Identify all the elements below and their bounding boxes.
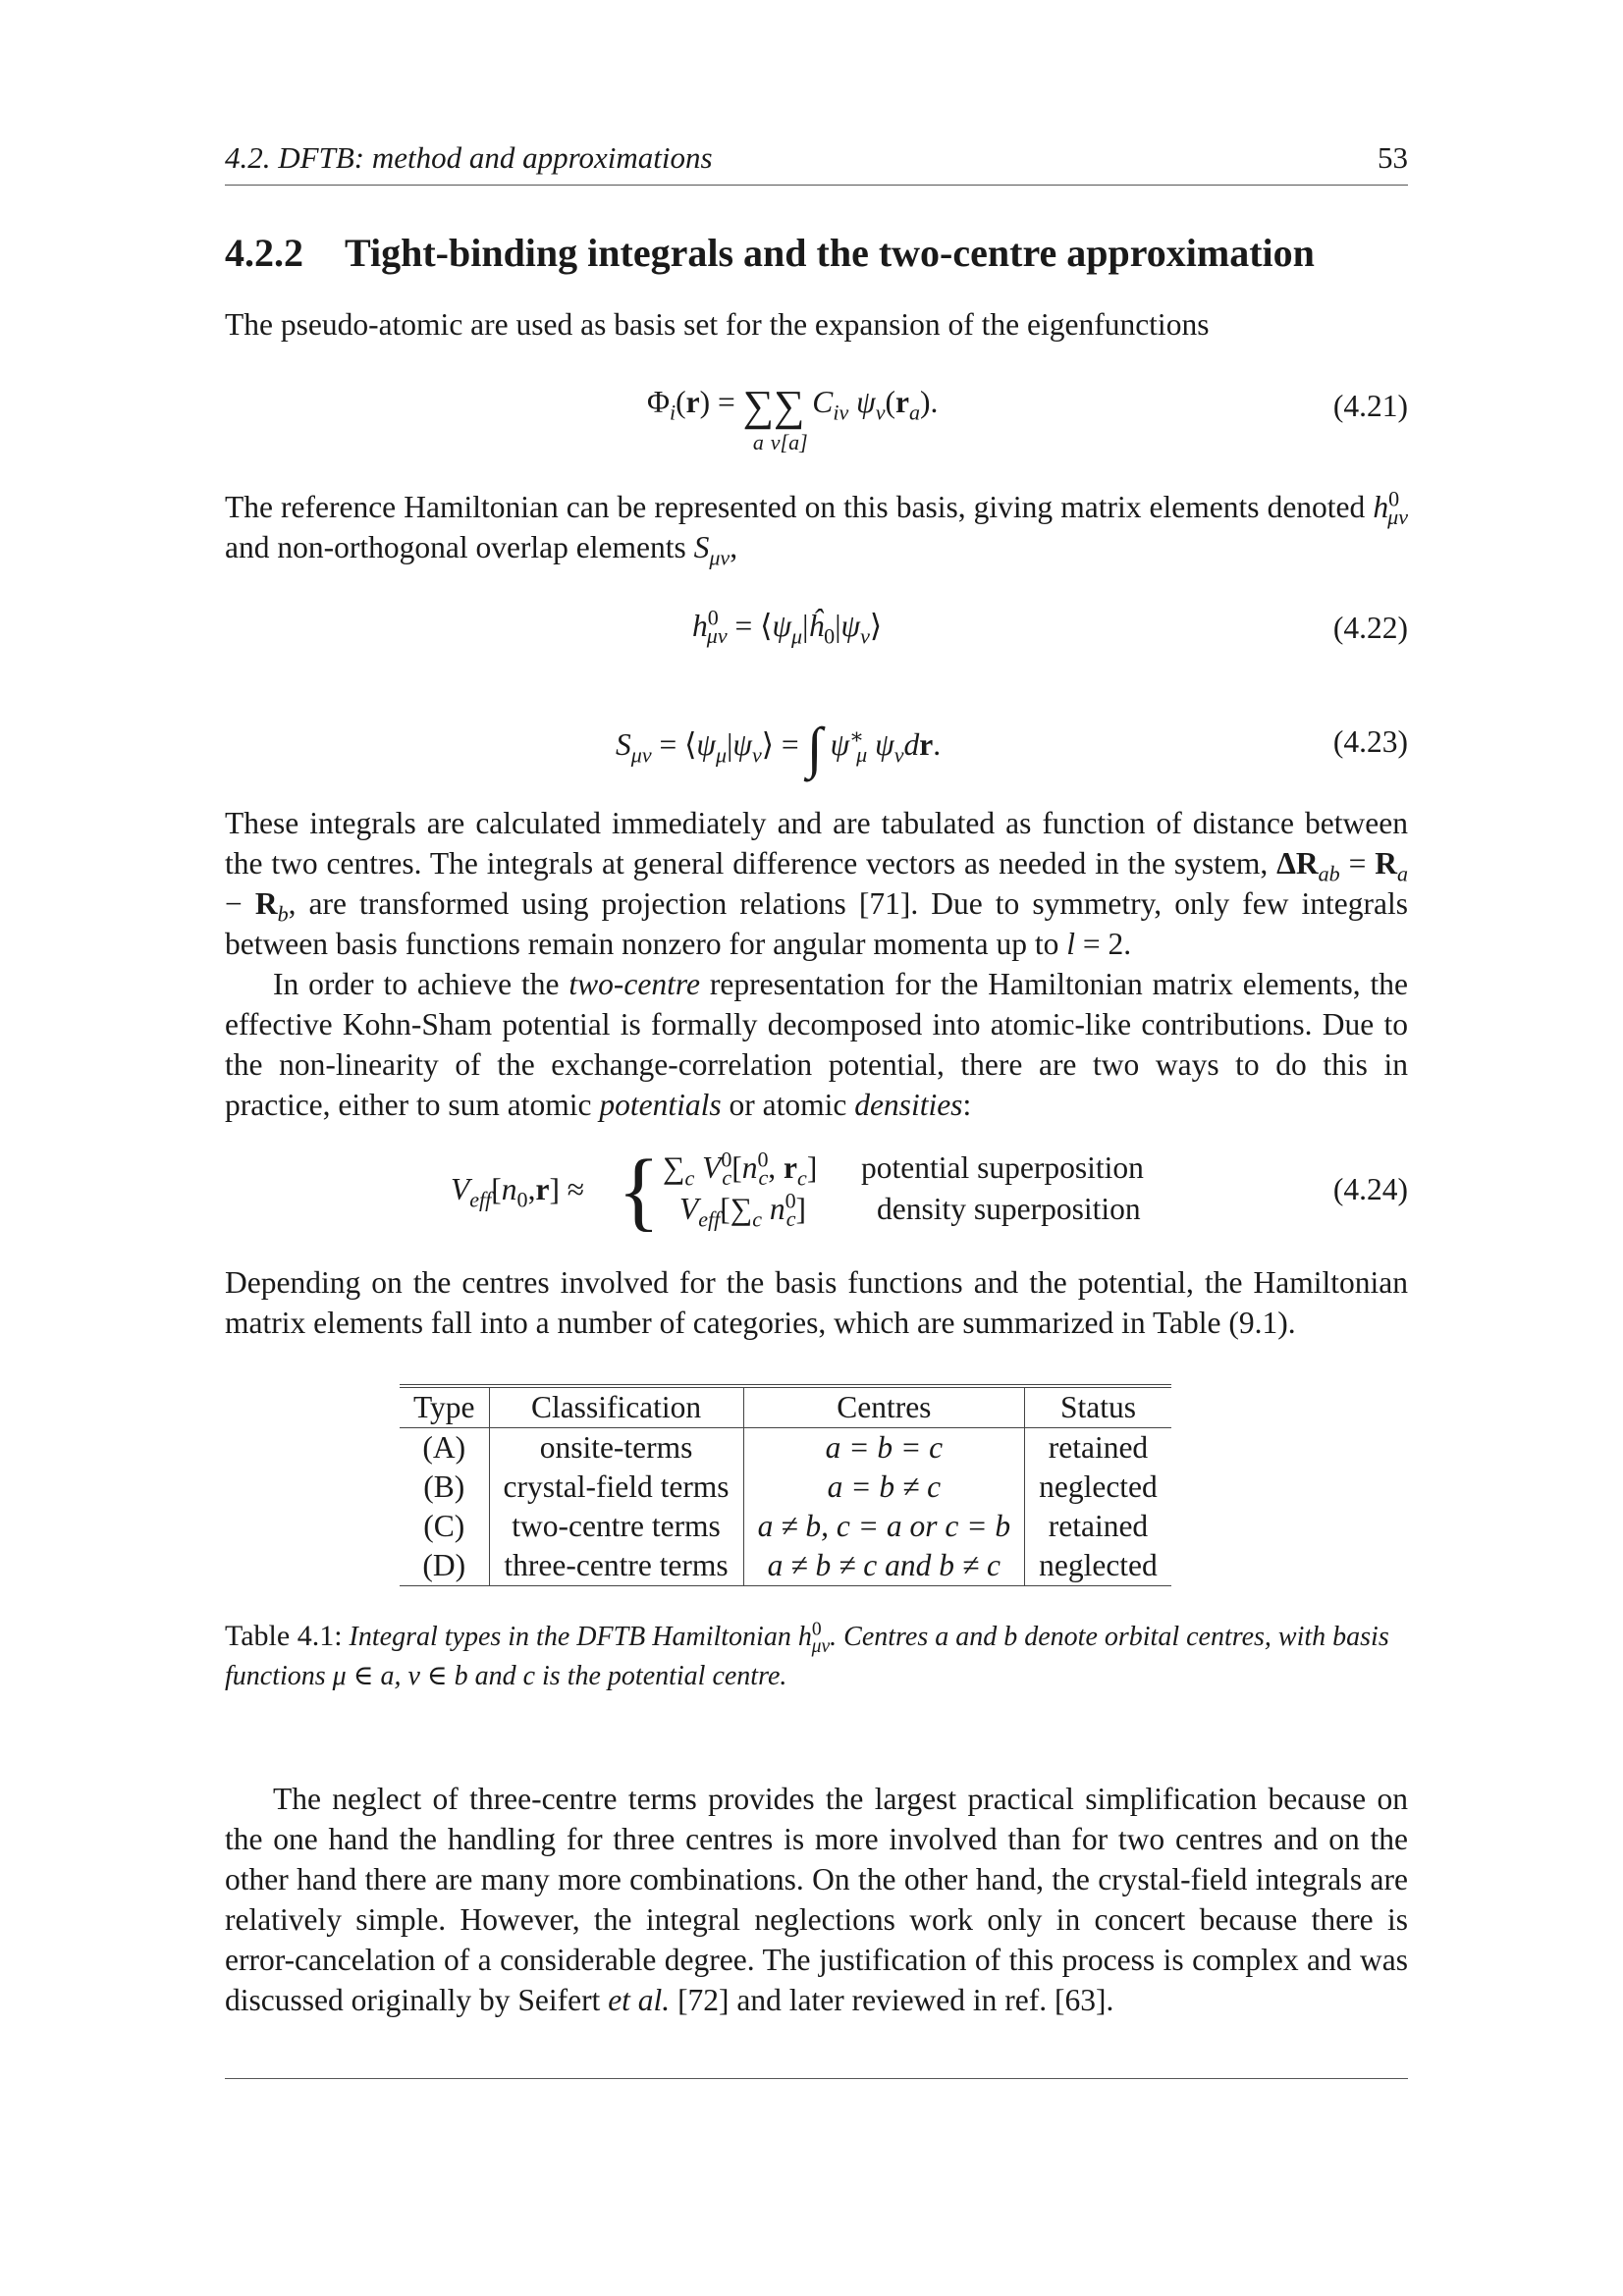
equation-4-21-number: (4.21) xyxy=(1332,389,1408,423)
table-row xyxy=(400,1507,1171,1546)
table-caption-text-b: . Centres a and b denote orbital centres, with basis functions μ ∈ a, ν ∈ b and c is the potential centre. xyxy=(225,1622,1389,1691)
paragraph-integrals-text-a: These integrals are calculated immediately and are tabulated as function of distance between the two centres. The integrals at general difference vectors as needed in the system, xyxy=(225,806,1408,881)
table-header-centres: Centres xyxy=(743,1386,1025,1428)
piecewise-case-1-formula: $\sum_c$ $V^0_c[n^0_c$, $r_c$] xyxy=(663,1147,818,1191)
integral-types-table xyxy=(400,1384,1171,1586)
table-cell-status: neglected xyxy=(1039,1469,1158,1504)
paragraph-integrals-text-b: , are transformed using projection relations [71]. Due to symmetry, only few integrals between basis functions remain nonzero for angular momenta up to xyxy=(225,886,1409,961)
table-row xyxy=(400,1428,1171,1468)
equation-4-23-number: (4.23) xyxy=(1332,724,1408,759)
table-caption: Table 4.1: Integral types in the DFTB Hamiltonian $h^0_{\mu\nu}$. Centres a and b denote orbital centres, with basis functions μ ∈ a, ν ∈ b and c is the potential centre. xyxy=(225,1619,1389,1691)
paragraph-integrals: These integrals are calculated immediately and are tabulated as function of distance between the two centres. The integrals at general difference vectors as needed in the system, $\Delta R_{ab} = R_a - R_b$, are transformed using projection relations [71]. Due to symmetry, only few integrals between basis functions remain nonzero for angular momenta up to l = 2. xyxy=(225,806,1409,961)
equation-4-23 xyxy=(225,715,1408,779)
equation-4-24 xyxy=(225,1143,1408,1240)
paragraph-neglect-text-b: [72] and later reviewed in ref. [63]. xyxy=(670,1983,1114,2017)
table-header-type: Type xyxy=(400,1386,489,1428)
table-cell-type: (B) xyxy=(400,1468,489,1507)
table-row xyxy=(400,1546,1171,1586)
table-cell-type: (D) xyxy=(400,1546,489,1586)
emphasis-et-al: et al. xyxy=(608,1983,671,2017)
section-heading xyxy=(225,230,1315,276)
equation-4-21 xyxy=(225,382,1408,463)
piecewise-case-1-label: potential superposition xyxy=(861,1150,1144,1185)
paragraph-two-centre xyxy=(225,964,1408,1125)
table-cell-classification: onsite-terms xyxy=(489,1428,743,1468)
table-cell-status: retained xyxy=(1048,1509,1149,1543)
table-header-classification: Classification xyxy=(489,1386,743,1428)
paragraph-neglect-text-a: The neglect of three-centre terms provides the largest practical simplification because on the one hand the handling for three centres is more involved than for two centres and on the other hand there are many more combinations. On the other hand, the crystal-field integrals are relatively simple. However, the integral neglections work only in concert because there is error-cancelation of a considerable degree. The justification of this process is complex and was discussed originally by Seifert xyxy=(225,1782,1408,2017)
table-cell-centres: a = b ≠ c xyxy=(743,1468,1025,1507)
emphasis-two-centre: two-centre xyxy=(568,967,700,1001)
chapter-title: 4.2. DFTB: method and approximations xyxy=(225,140,713,175)
footer-rule xyxy=(225,2078,1408,2079)
paragraph-intro: The pseudo-atomic are used as basis set for the expansion of the eigenfunctions xyxy=(225,307,1210,342)
table-caption-text-a: Integral types in the DFTB Hamiltonian xyxy=(349,1622,798,1652)
piecewise-case-2-label: density superposition xyxy=(877,1192,1141,1226)
piecewise-brace: { xyxy=(618,1143,661,1240)
table-caption-label: Table 4.1: xyxy=(225,1620,343,1652)
table-header-row xyxy=(400,1386,1171,1428)
equation-4-21-body: $\Phi_i(r)$ = ∑ a ∑ ν[a] $C_{i\nu}$ $\psi_\nu(r_a)$. xyxy=(647,382,939,454)
emphasis-potentials: potentials xyxy=(599,1088,722,1122)
table-cell-centres: a = b = c xyxy=(743,1428,1025,1468)
paragraph-neglect xyxy=(225,1779,1408,2020)
paragraph-two-centre-text-a: In order to achieve the xyxy=(273,967,569,1001)
table-cell-type: (A) xyxy=(400,1428,489,1468)
table-cell-centres: a ≠ b, c = a or c = b xyxy=(743,1507,1025,1546)
paragraph-categories: Depending on the centres involved for the basis functions and the potential, the Hamiltonian matrix elements fall into a number of categories, which are summarized in Table (9.1). xyxy=(225,1265,1408,1340)
table-cell-classification: crystal-field terms xyxy=(489,1468,743,1507)
paragraph-two-centre-text-c: or atomic xyxy=(721,1088,855,1122)
equation-4-24-lhs: $V_{eff}[n_0,r]$ ≈ xyxy=(451,1172,585,1212)
equation-4-23-body: $S_{\mu\nu}$ = $⟨\psi_\mu|\psi_\nu⟩$ = ∫ $\psi^∗_\mu$ $\psi_\nu dr$. xyxy=(616,716,942,779)
page xyxy=(225,0,1408,2296)
equation-4-22-number: (4.22) xyxy=(1332,611,1408,645)
paragraph-hamiltonian-text-a: The reference Hamiltonian can be represented on this basis, giving matrix elements denoted xyxy=(225,490,1374,524)
paragraph-two-centre-text-d: : xyxy=(962,1088,972,1122)
table-cell-classification: two-centre terms xyxy=(489,1507,743,1546)
section-title: Tight-binding integrals and the two-centre approximation xyxy=(345,231,1315,275)
equation-4-24-number: (4.24) xyxy=(1332,1172,1408,1206)
section-number: 4.2.2 xyxy=(225,231,303,275)
paragraph-hamiltonian: The reference Hamiltonian can be represented on this basis, giving matrix elements denoted $h^0_{\mu\nu}$ and non-orthogonal overlap elements $S_{\mu\nu}$, xyxy=(225,486,1408,570)
piecewise-case-2-formula: $V_{eff}[\sum_c$ $n^0_c$] xyxy=(679,1188,806,1232)
table-cell-status: retained xyxy=(1048,1430,1149,1465)
table-row xyxy=(400,1468,1171,1507)
table-cell-classification: three-centre terms xyxy=(489,1546,743,1586)
emphasis-densities: densities xyxy=(854,1088,963,1122)
running-header xyxy=(225,137,1408,186)
page-number: 53 xyxy=(1378,140,1408,175)
table-cell-centres: a ≠ b ≠ c and b ≠ c xyxy=(743,1546,1025,1586)
table-cell-status: neglected xyxy=(1039,1548,1158,1582)
paragraph-two-centre-text-b: representation for the Hamiltonian matrix elements, the effective Kohn-Sham potential is formally decomposed into atomic-like contributions. Due to the non-linearity of the exchange-correlation potential, there are two ways to do this in practice, either to sum atomic xyxy=(225,967,1408,1122)
equation-4-22 xyxy=(225,605,1408,658)
table-header-status: Status xyxy=(1025,1386,1171,1428)
equation-4-22-body: $h^0_{\mu\nu}$ = $⟨\psi_\mu|ĥ_0|\psi_\nu⟩$ xyxy=(692,605,883,649)
table-cell-type: (C) xyxy=(400,1507,489,1546)
paragraph-hamiltonian-text-b: and non-orthogonal overlap elements xyxy=(225,530,694,564)
